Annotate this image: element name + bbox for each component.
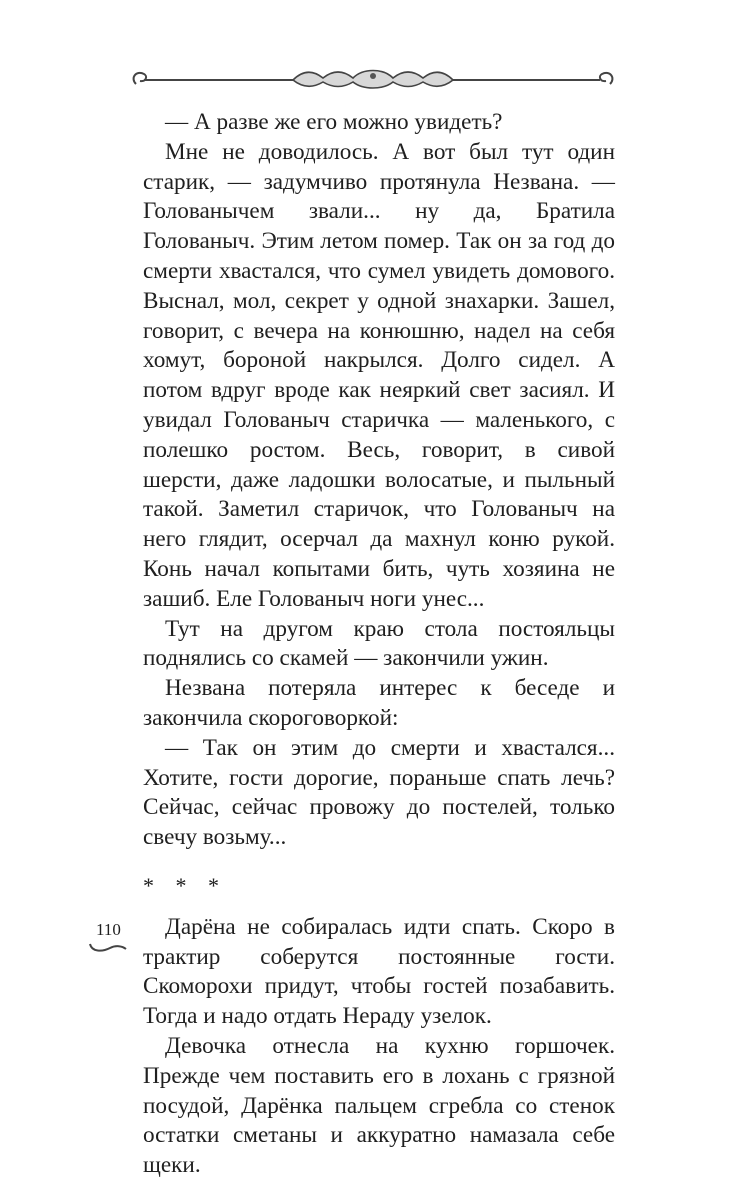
paragraph: Тут на другом краю стола постояльцы поднялись со скамей — закончили ужин.	[143, 615, 615, 672]
paragraph: Незвана потеряла интерес к беседе и закончила скороговоркой:	[143, 675, 615, 731]
section-separator: * * *	[143, 872, 227, 898]
paragraph: — Так он этим до смерти и хвастался... Хотите, гости дорогие, пораньше спать лечь? Сейчас, сейчас провожу до постелей, только свечу возьму...	[143, 734, 615, 851]
page-number-swash	[88, 940, 128, 954]
body-text	[143, 108, 615, 1181]
paragraph: Девочка отнесла на кухню горшочек. Прежде чем поставить его в лохань с грязной посудой, Дарёнка пальцем сгребла со стенок остатки сметаны и аккуратно намазала себе щеки.	[143, 1032, 615, 1179]
header-ornament	[128, 58, 618, 98]
paragraph: Мне не доводилось. А вот был тут один старик, — задумчиво протянула Незвана. — Голованычем звали... ну да, Братила Голованыч. Этим летом помер. Так он за год до смерти хвастался, что сумел увидеть домового. Выснал, мол, секрет у одной знахарки. Зашел, говорит, с вечера на конюшню, надел на себя хомут, бороной накрылся. Долго сидел. А потом вдруг вроде как неяркий свет засиял. И увидал Голованыч старичка — маленького, с полешко ростом. Весь, говорит, в сивой шерсти, даже ладошки волосатые, и пыльный такой. Заметил старичок, что Голованыч на него глядит, осерчал да махнул коню рукой. Конь начал копытами бить, чуть хозяина не зашиб. Еле Голованыч ноги унес...	[143, 138, 615, 612]
paragraph: — А разве же его можно увидеть?	[165, 109, 503, 135]
page-number: 110	[96, 920, 121, 939]
paragraph: Дарёна не собиралась идти спать. Скоро в трактир соберутся постоянные гости. Скоморохи придут, чтобы гостей позабавить. Тогда и надо отдать Нераду узелок.	[143, 913, 615, 1030]
